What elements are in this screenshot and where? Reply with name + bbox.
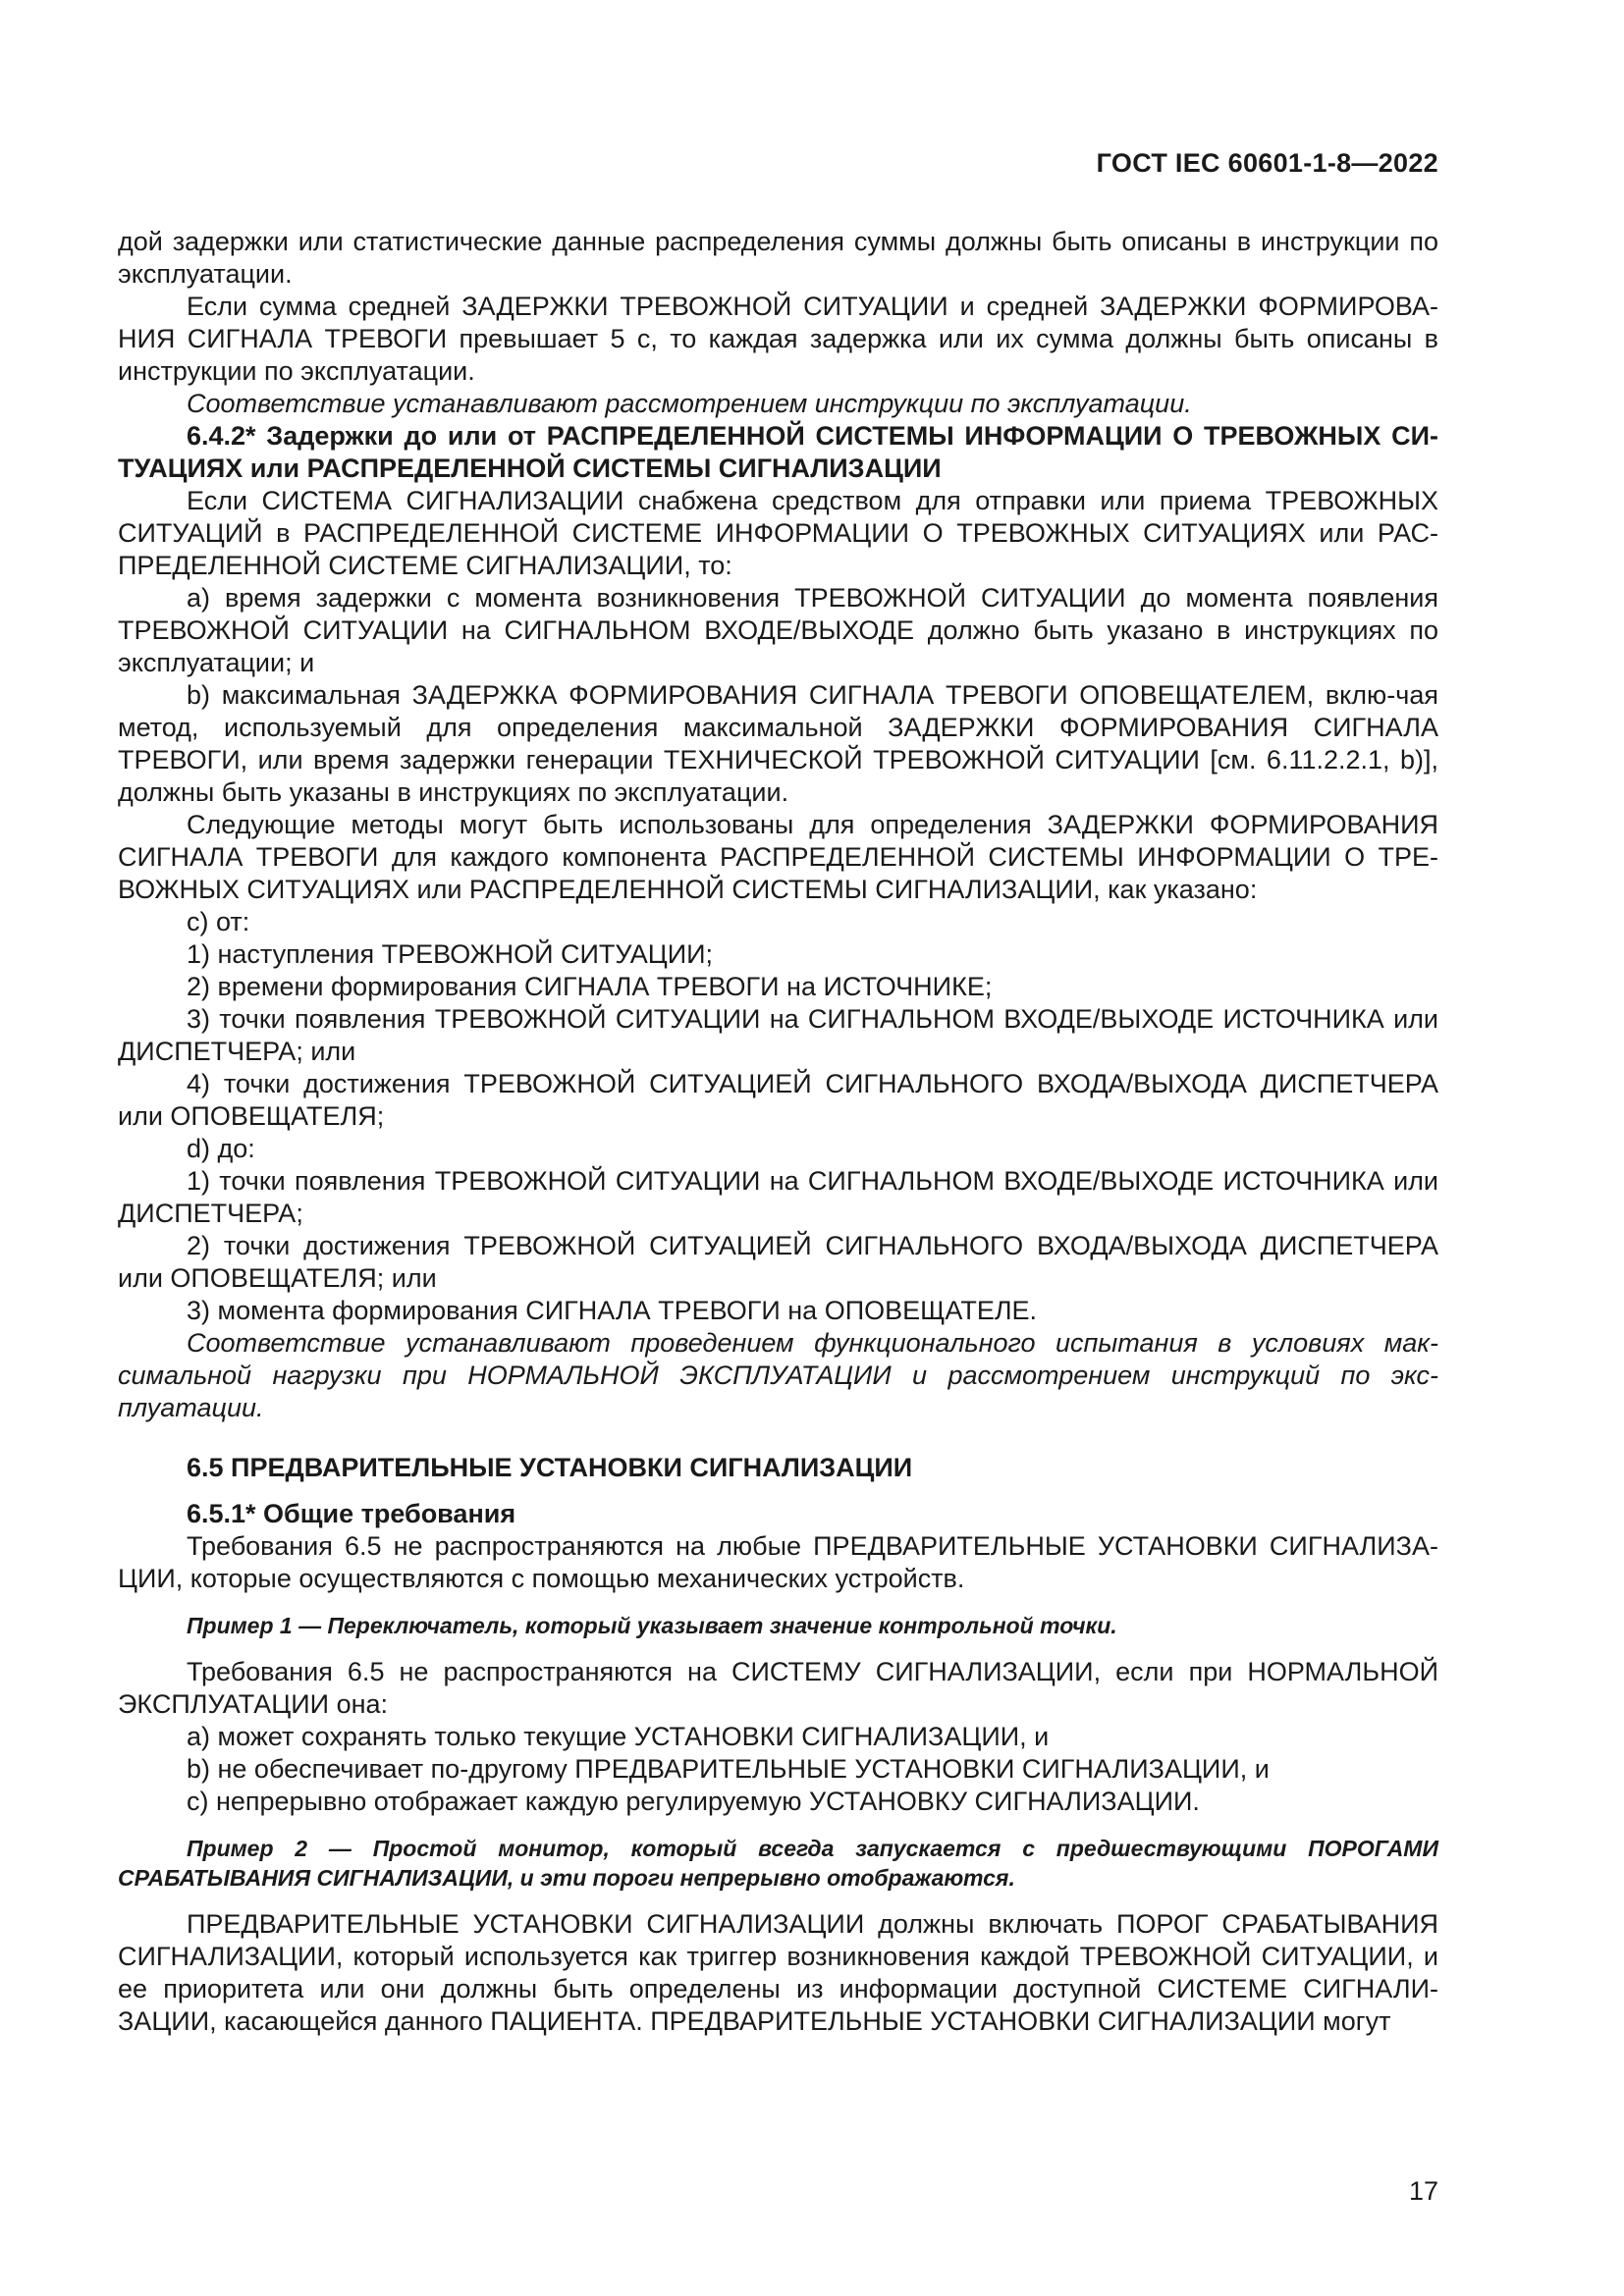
list-item: a) время задержки с момента возникновения ТРЕВОЖНОЙ СИТУАЦИИ до момента появления ТРЕВОЖНОЙ СИТУАЦИИ на СИГНАЛЬНОМ ВХОДЕ/ВЫХОДЕ должно быть указано в инструкциях по эксплуатации; и: [118, 583, 1438, 677]
paragraph: Требования 6.5 не распространяются на любые ПРЕДВАРИТЕЛЬНЫЕ УСТАНОВКИ СИГНАЛИЗА-ЦИИ, которые осуществляются с помощью механических устройств.: [118, 1531, 1438, 1593]
list-item: 3) точки появления ТРЕВОЖНОЙ СИТУАЦИИ на СИГНАЛЬНОМ ВХОДЕ/ВЫХОДЕ ИСТОЧНИКА или ДИСПЕТЧЕРА; или: [118, 1004, 1438, 1066]
document-header: ГОСТ IEC 60601-1-8—2022: [1096, 148, 1438, 178]
list-item: a) может сохранять только текущие УСТАНОВКИ СИГНАЛИЗАЦИИ, и: [187, 1722, 1050, 1751]
list-item: 2) времени формирования СИГНАЛА ТРЕВОГИ на ИСТОЧНИКЕ;: [187, 972, 993, 1001]
paragraph: Следующие методы могут быть использованы для определения ЗАДЕРЖКИ ФОРМИРОВАНИЯ СИГНАЛА ТРЕВОГИ для каждого компонента РАСПРЕДЕЛЕННОЙ СИСТЕМЫ ИНФОРМАЦИИ О ТРЕ-ВОЖНЫХ СИТУАЦИЯХ или РАСПРЕДЕЛЕННОЙ СИСТЕМЫ СИГНАЛИЗАЦИИ, как указано:: [118, 810, 1438, 904]
document-page: [118, 0, 1438, 2296]
page-number: 17: [1408, 2176, 1438, 2206]
list-item: c) непрерывно отображает каждую регулируемую УСТАНОВКУ СИГНАЛИЗАЦИИ.: [187, 1787, 1200, 1816]
list-item: b) максимальная ЗАДЕРЖКА ФОРМИРОВАНИЯ СИГНАЛА ТРЕВОГИ ОПОВЕЩАТЕЛЕМ, вклю-чая метод, используемый для определения максимальной ЗАДЕРЖКИ ФОРМИРОВАНИЯ СИГНАЛА ТРЕВОГИ, или время задержки генерации ТЕХНИЧЕСКОЙ ТРЕВОЖНОЙ СИТУАЦИИ [см. 6.11.2.2.1, b)], должны быть указаны в инструкциях по эксплуатации.: [118, 680, 1438, 807]
list-item: 1) наступления ТРЕВОЖНОЙ СИТУАЦИИ;: [187, 939, 714, 969]
compliance-note: Соответствие устанавливают проведением функционального испытания в условиях мак-симальной нагрузки при НОРМАЛЬНОЙ ЭКСПЛУАТАЦИИ и рассмотрением инструкций по экс-плуатации.: [118, 1328, 1438, 1422]
paragraph: дой задержки или статистические данные распределения суммы должны быть описаны в инструкции по эксплуатации.: [118, 227, 1438, 289]
list-item: b) не обеспечивает по-другому ПРЕДВАРИТЕЛЬНЫЕ УСТАНОВКИ СИГНАЛИЗАЦИИ, и: [187, 1754, 1270, 1784]
compliance-note: Соответствие устанавливают рассмотрением инструкции по эксплуатации.: [187, 389, 1192, 418]
example-note: Пример 2 — Простой монитор, который всегда запускается с предшествующими ПОРОГАМИ СРАБАТЫВАНИЯ СИГНАЛИЗАЦИИ, и эти пороги непрерывно отображаются.: [118, 1836, 1438, 1891]
list-item: 2) точки достижения ТРЕВОЖНОЙ СИТУАЦИЕЙ СИГНАЛЬНОГО ВХОДА/ВЫХОДА ДИСПЕТЧЕРА или ОПОВЕЩАТЕЛЯ; или: [118, 1231, 1438, 1293]
list-item: d) до:: [187, 1134, 255, 1163]
section-heading-6-4-2: 6.4.2* Задержки до или от РАСПРЕДЕЛЕННОЙ СИСТЕМЫ ИНФОРМАЦИИ О ТРЕВОЖНЫХ СИ-ТУАЦИЯХ или РАСПРЕДЕЛЕННОЙ СИСТЕМЫ СИГНАЛИЗАЦИИ: [118, 421, 1438, 483]
paragraph: Если СИСТЕМА СИГНАЛИЗАЦИИ снабжена средством для отправки или приема ТРЕВОЖНЫХ СИТУАЦИЙ в РАСПРЕДЕЛЕННОЙ СИСТЕМЕ ИНФОРМАЦИИ О ТРЕВОЖНЫХ СИТУАЦИЯХ или РАС-ПРЕДЕЛЕННОЙ СИСТЕМЕ СИГНАЛИЗАЦИИ, то:: [118, 486, 1438, 580]
paragraph: Требования 6.5 не распространяются на СИСТЕМУ СИГНАЛИЗАЦИИ, если при НОРМАЛЬНОЙ ЭКСПЛУАТАЦИИ она:: [118, 1657, 1438, 1719]
section-heading-6-5: 6.5 ПРЕДВАРИТЕЛЬНЫЕ УСТАНОВКИ СИГНАЛИЗАЦИИ: [187, 1453, 913, 1482]
list-item: c) от:: [187, 907, 250, 936]
paragraph: ПРЕДВАРИТЕЛЬНЫЕ УСТАНОВКИ СИГНАЛИЗАЦИИ должны включать ПОРОГ СРАБАТЫВАНИЯ СИГНАЛИЗАЦИИ, который используется как триггер возникновения каждой ТРЕВОЖНОЙ СИТУАЦИИ, и ее приоритета или они должны быть определены из информации доступной СИСТЕМЕ СИГНАЛИ-ЗАЦИИ, касающейся данного ПАЦИЕНТА. ПРЕДВАРИТЕЛЬНЫЕ УСТАНОВКИ СИГНАЛИЗАЦИИ могут: [118, 1909, 1438, 2036]
document-body: [118, 226, 1438, 2038]
section-heading-6-5-1: 6.5.1* Общие требования: [187, 1499, 516, 1528]
list-item: 1) точки появления ТРЕВОЖНОЙ СИТУАЦИИ на СИГНАЛЬНОМ ВХОДЕ/ВЫХОДЕ ИСТОЧНИКА или ДИСПЕТЧЕРА;: [118, 1166, 1438, 1228]
example-note: Пример 1 — Переключатель, который указывает значение контрольной точки.: [187, 1613, 1117, 1638]
list-item: 3) момента формирования СИГНАЛА ТРЕВОГИ на ОПОВЕЩАТЕЛЕ.: [187, 1296, 1038, 1325]
list-item: 4) точки достижения ТРЕВОЖНОЙ СИТУАЦИЕЙ СИГНАЛЬНОГО ВХОДА/ВЫХОДА ДИСПЕТЧЕРА или ОПОВЕЩАТЕЛЯ;: [118, 1069, 1438, 1131]
paragraph: Если сумма средней ЗАДЕРЖКИ ТРЕВОЖНОЙ СИТУАЦИИ и средней ЗАДЕРЖКИ ФОРМИРОВА-НИЯ СИГНАЛА ТРЕВОГИ превышает 5 с, то каждая задержка или их сумма должны быть описаны в инструкции по эксплуатации.: [118, 292, 1438, 386]
